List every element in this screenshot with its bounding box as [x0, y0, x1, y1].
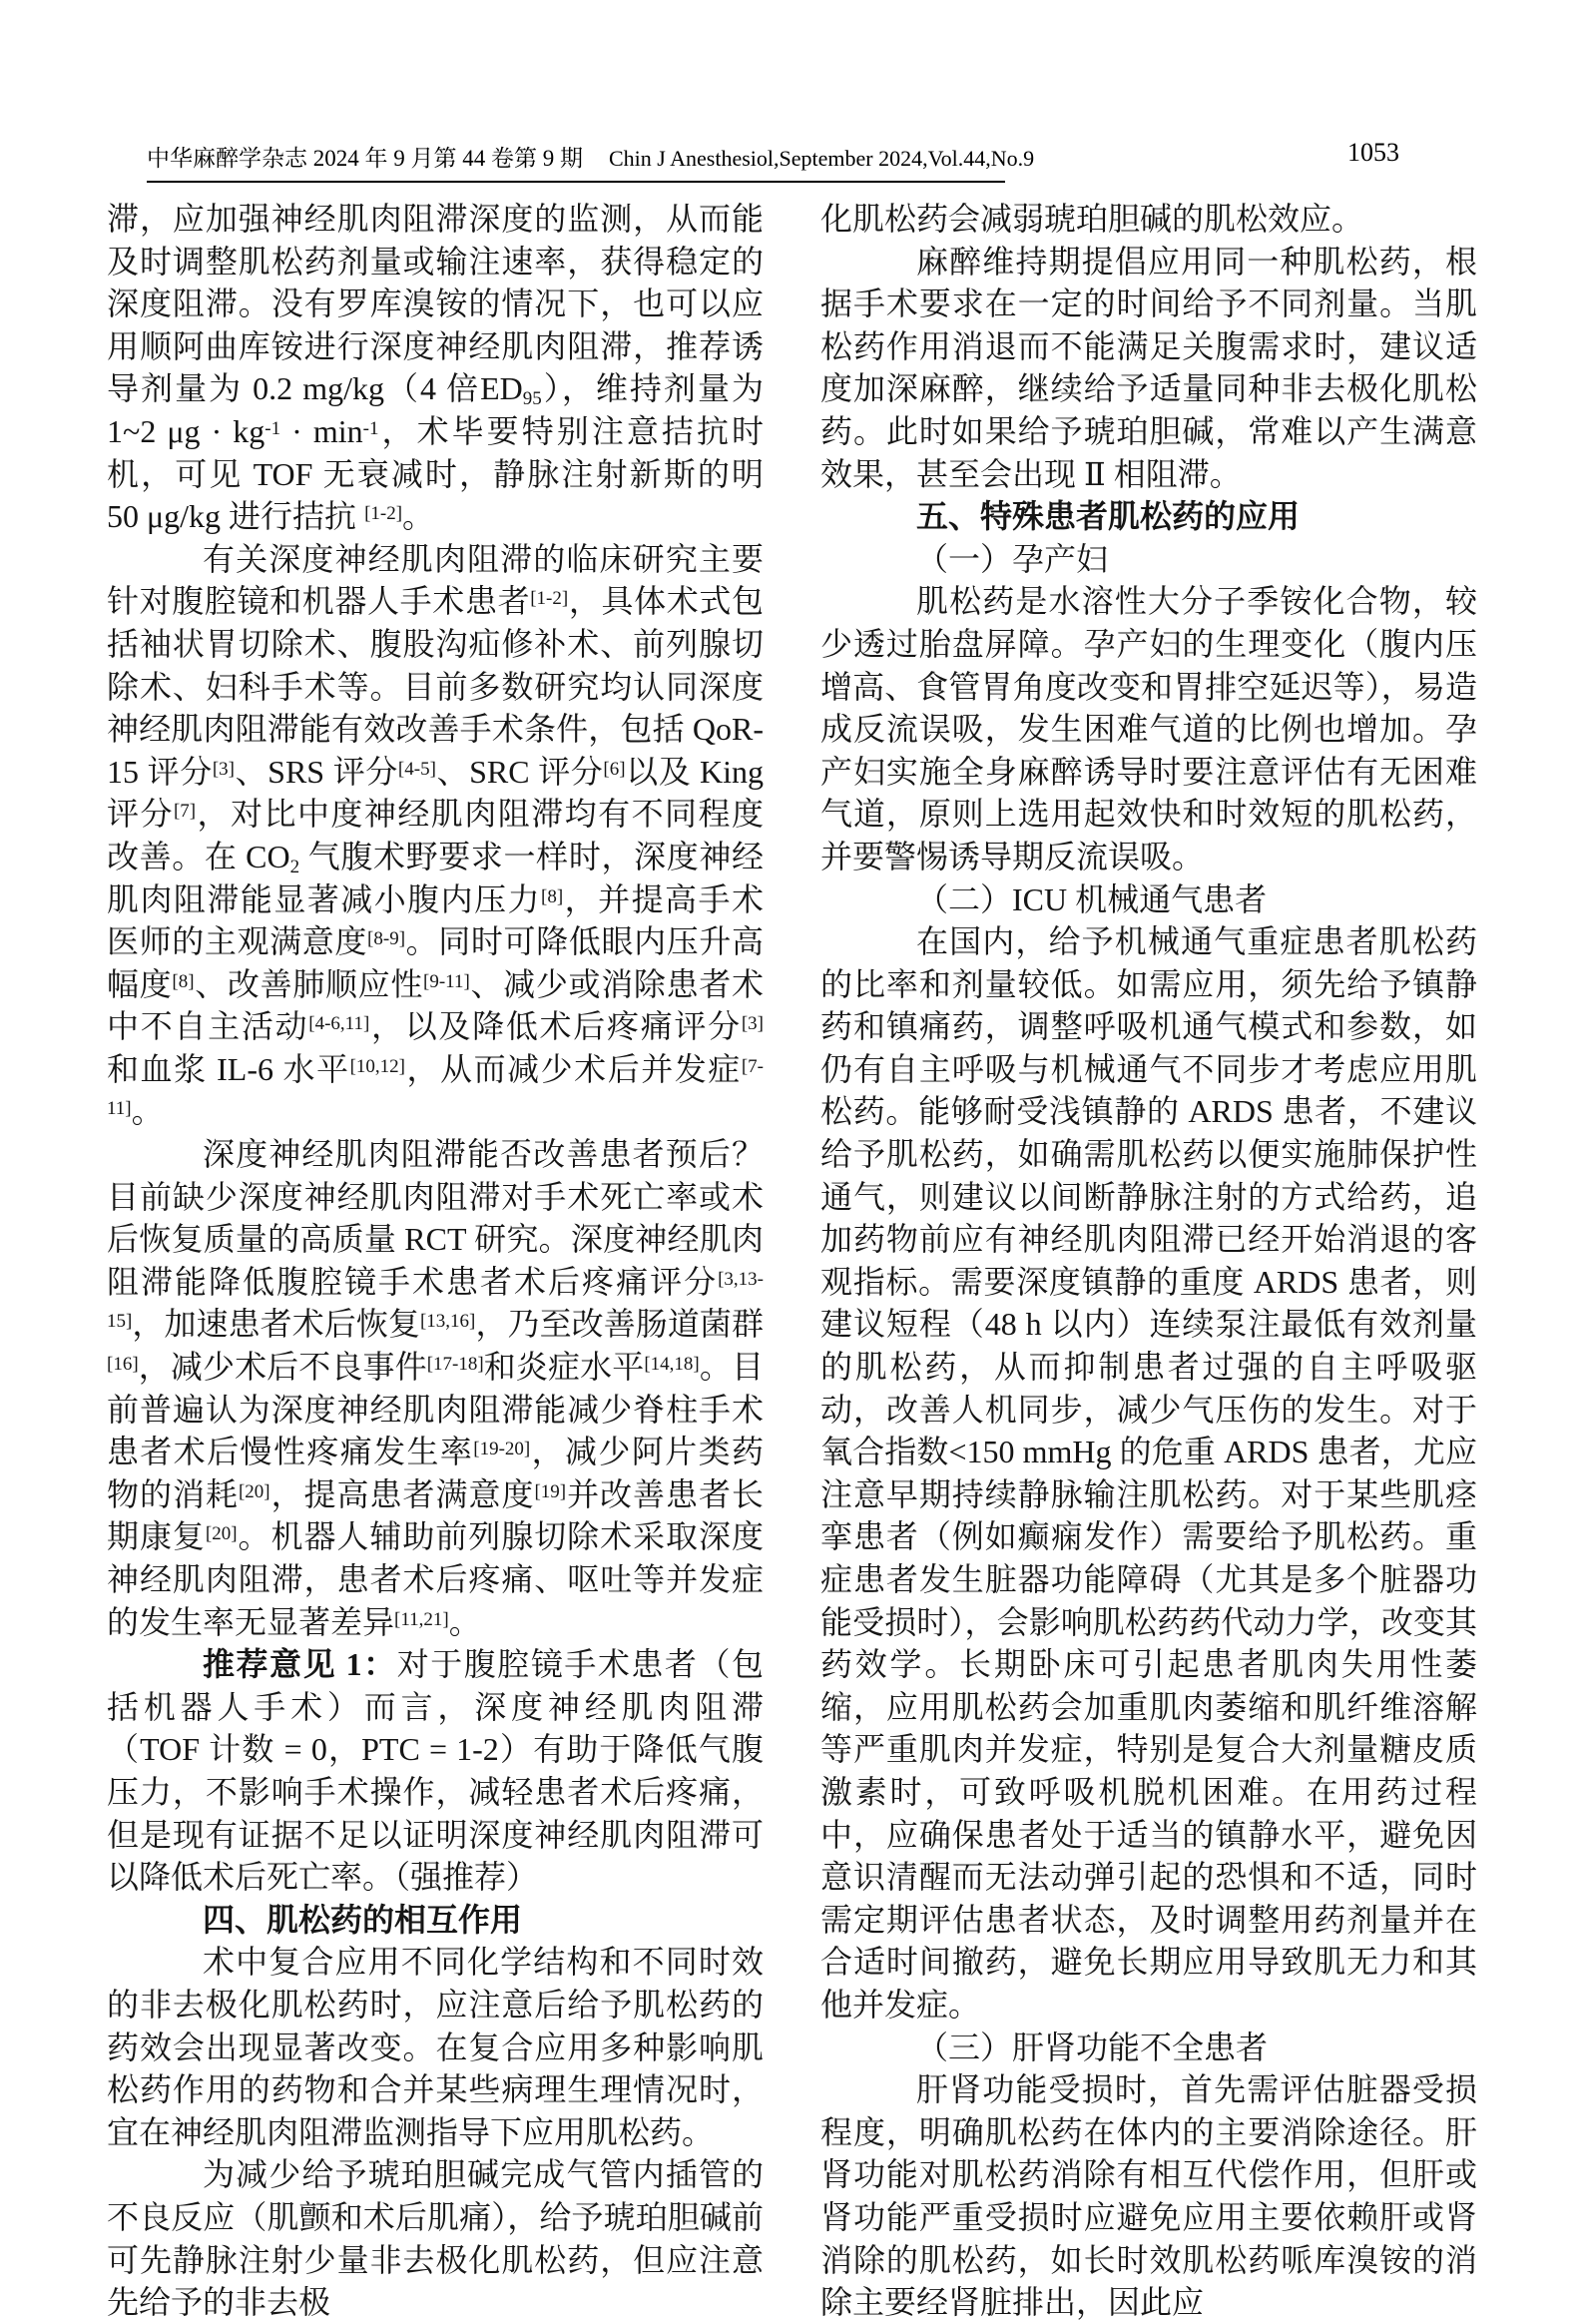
text-run: （三）肝肾功能不全患者	[916, 2029, 1269, 2065]
bold-lead: 四、肌松药的相互作用	[203, 1901, 523, 1938]
reference-superscript: [8]	[172, 970, 195, 992]
text-run: 、SRC 评分	[435, 753, 604, 790]
text-run: 为减少给予琥珀胆碱完成气管内插管的不良反应（肌颤和术后肌痛），给予琥珀胆碱前可先静脉注射少量非去极化肌松药，但应注意先给予的非去极	[107, 2156, 764, 2321]
reference-superscript: [6]	[603, 758, 626, 780]
subscript: 95	[522, 388, 542, 410]
text-run: 。	[131, 1093, 164, 1130]
subsection-heading	[820, 2027, 1477, 2069]
reference-superscript: [10,12]	[349, 1055, 405, 1077]
reference-superscript: -1	[264, 417, 281, 439]
paragraph	[107, 198, 764, 538]
text-run: ，具体术式包括袖状胃切除术、腹股沟疝修补术、前列腺切除术、妇科手术等。目前多数研究均认同深度神经肌肉阻滞能有效改善手术条件，包括 QoR-15 评分	[107, 583, 764, 790]
text-run: ，术毕要特别注意拮抗时机，可见 TOF 无衰减时，静脉注射新斯的明 50 μg/kg 进行拮抗	[107, 412, 765, 535]
reference-superscript: [14,18]	[644, 1354, 700, 1376]
text-run: 和血浆 IL-6 水平	[107, 1050, 350, 1087]
text-run: 并改善患者长期康复	[107, 1475, 764, 1555]
paragraph	[107, 1643, 764, 1899]
reference-superscript: [8-9]	[367, 928, 406, 950]
text-run: 。	[402, 498, 435, 535]
text-run: ，减少术后不良事件	[138, 1349, 427, 1386]
text-run: 。机器人辅助前列腺切除术采取深度神经肌肉阻滞，患者术后疼痛、呕吐等并发症的发生率无显著差异	[107, 1518, 764, 1640]
text-run: 、改善肺顺应性	[194, 965, 424, 1002]
text-run: 在国内，给予机械通气重症患者肌松药的比率和剂量较低。如需应用，须先给予镇静药和镇痛药，调整呼吸机通气模式和参数，如仍有自主呼吸与机械通气不同步才考虑应用肌松药。能够耐受浅镇静的 ARDS 患者，不建议给予肌松药，如确需肌松药以便实施肺保护性通气，则建议以间断静脉注射的方式给药，追加药物前应有神经肌肉阻滞已经开始消退的客观指标。需要深度镇静的重度 ARDS 患者，则建议短程（48 h 以内）连续泵注最低有效剂量的肌松药，从而抑制患者过强的自主呼吸驱动，改善人机同步，减少气压伤的发生。对于氧合指数<150 mmHg 的危重 ARDS 患者，尤应注意早期持续静脉输注肌松药。对于某些肌痉挛患者（例如癫痫发作）需要给予肌松药。重症患者发生脏器功能障碍（尤其是多个脏器功能受损时），会影响肌松药药代动力学，改变其药效学。长期卧床可引起患者肌肉失用性萎缩，应用肌松药会加重肌肉萎缩和肌纤维溶解等严重肌肉并发症，特别是复合大剂量糖皮质激素时，可致呼吸机脱机困难。在用药过程中，应确保患者处于适当的镇静水平，避免因意识清醒而无法动弹引起的恐惧和不适，同时需定期评估患者状态，及时调整用药剂量并在合适时间撤药，避免长期应用导致肌无力和其他并发症。	[820, 923, 1477, 2023]
page-header	[147, 140, 1035, 183]
text-run: 。	[448, 1603, 481, 1640]
section-heading	[820, 495, 1477, 538]
paragraph	[107, 2153, 764, 2323]
bold-lead: 推荐意见 1：	[203, 1646, 397, 1683]
left-column	[107, 198, 764, 2324]
paragraph	[107, 1133, 764, 1643]
subsection-heading	[820, 878, 1477, 921]
reference-superscript: [20]	[238, 1480, 270, 1502]
text-run: 麻醉维持期提倡应用同一种肌松药，根据手术要求在一定的时间给予不同剂量。当肌松药作用消退而不能满足关腹需求时，建议适度加深麻醉，继续给予适量同种非去极化肌松药。此时如果给予琥珀胆碱，常难以产生满意效果，甚至会出现 Ⅱ 相阻滞。	[820, 243, 1477, 492]
paragraph	[820, 2068, 1477, 2324]
text-run: （一）孕产妇	[916, 540, 1109, 577]
page-number: 1053	[1347, 138, 1399, 167]
text-run: ，对比中度神经肌肉阻滞均有不同程度改善。在 CO	[107, 796, 764, 874]
paragraph	[820, 241, 1477, 496]
text-run: 化肌松药会减弱琥珀胆碱的肌松效应。	[820, 201, 1364, 237]
reference-superscript: [3]	[741, 1013, 764, 1035]
text-run: 。目前普遍认为深度神经肌肉阻滞能减少脊柱手术患者术后慢性疼痛发生率	[107, 1349, 764, 1470]
text-run: 肝肾功能受损时，首先需评估脏器受损程度，明确肌松药在体内的主要消除途径。肝肾功能对肌松药消除有相互代偿作用，但肝或肾功能严重受损时应避免应用主要依赖肝或肾消除的肌松药，如长时效肌松药哌库溴铵的消除主要经肾脏排出，因此应	[820, 2071, 1477, 2321]
reference-superscript: [13,16]	[419, 1311, 476, 1333]
bold-lead: 五、特殊患者肌松药的应用	[916, 498, 1301, 535]
reference-superscript: [4-6,11]	[308, 1013, 370, 1035]
journal-title-cn: 中华麻醉学杂志 2024 年 9 月第 44 卷第 9 期	[147, 146, 583, 171]
paragraph	[107, 538, 764, 1133]
paragraph	[820, 920, 1477, 2026]
text-run: 以及 King 评分	[107, 753, 764, 833]
reference-superscript: [1-2]	[364, 503, 403, 525]
subsection-heading	[820, 538, 1477, 581]
text-run: ，以及降低术后疼痛评分	[369, 1008, 742, 1045]
text-run: 对于腹腔镜手术患者（包括机器人手术）而言，深度神经肌肉阻滞（TOF 计数 = 0，PTC = 1-2）有助于降低气腹压力，不影响手术操作，减轻患者术后疼痛，但是现有证据不足以证明深度神经肌肉阻滞可以降低术后死亡率。（强推荐）	[107, 1646, 764, 1896]
text-run: 滞，应加强神经肌肉阻滞深度的监测，从而能及时调整肌松药剂量或输注速率，获得稳定的深度阻滞。没有罗库溴铵的情况下，也可以应用顺阿曲库铵进行深度神经肌肉阻滞，推荐诱导剂量为 0.2 mg/kg（4 倍ED	[107, 201, 764, 407]
subscript: 2	[289, 856, 300, 877]
reference-superscript: [9-11]	[423, 970, 470, 992]
text-run: ，并提高手术医师的主观满意度	[107, 880, 764, 960]
reference-superscript: [17-18]	[426, 1354, 484, 1376]
paragraph	[820, 198, 1477, 241]
text-run: · min	[280, 412, 363, 449]
reference-superscript: [7-11]	[107, 1055, 764, 1120]
text-run: ，加速患者术后恢复	[132, 1306, 420, 1343]
text-run: 。同时可降低眼内压升高幅度	[107, 923, 764, 1002]
text-run: 、减少或消除患者术中不自主活动	[107, 965, 764, 1045]
journal-title-en: Chin J Anesthesiol,September 2024,Vol.44,No.9	[609, 146, 1035, 171]
reference-superscript: [1-2]	[530, 588, 569, 610]
text-run: 、SRS 评分	[234, 753, 398, 790]
reference-superscript: [7]	[173, 801, 197, 823]
reference-superscript: [19]	[534, 1480, 567, 1502]
text-run: （二）ICU 机械通气患者	[916, 880, 1268, 917]
text-run: 有关深度神经肌肉阻滞的临床研究主要针对腹腔镜和机器人手术患者	[107, 540, 764, 620]
reference-superscript: [3,13-15]	[107, 1268, 764, 1333]
text-run: ，从而减少术后并发症	[404, 1050, 742, 1087]
text-run: 深度神经肌肉阻滞能否改善患者预后？目前缺少深度神经肌肉阻滞对手术死亡率或术后恢复质量的高质量 RCT 研究。深度神经肌肉阻滞能降低腹腔镜手术患者术后疼痛评分	[107, 1136, 764, 1300]
text-run: ，减少阿片类药物的消耗	[107, 1434, 764, 1512]
text-run: ，乃至改善肠道菌群	[475, 1306, 764, 1343]
reference-superscript: [19-20]	[473, 1439, 531, 1460]
right-column	[820, 198, 1477, 2324]
paragraph	[107, 1941, 764, 2153]
text-run: 术中复合应用不同化学结构和不同时效的非去极化肌松药时，应注意后给予肌松药的药效会出现显著改变。在复合应用多种影响肌松药作用的药物和合并某些病理生理情况时，宜在神经肌肉阻滞监测指导下应用肌松药。	[107, 1944, 764, 2150]
reference-superscript: [16]	[107, 1354, 139, 1376]
reference-superscript: [8]	[541, 885, 564, 907]
reference-superscript: -1	[362, 417, 379, 439]
text-run: 肌松药是水溶性大分子季铵化合物，较少透过胎盘屏障。孕产妇的生理变化（腹内压增高、食管胃角度改变和胃排空延迟等），易造成反流误吸，发生困难气道的比例也增加。孕产妇实施全身麻醉诱导时要注意评估有无困难气道，原则上选用起效快和时效短的肌松药，并要警惕诱导期反流误吸。	[820, 583, 1477, 874]
reference-superscript: [3]	[212, 758, 235, 780]
text-run: ，提高患者满意度	[269, 1475, 535, 1512]
section-heading	[107, 1899, 764, 1942]
article-body	[107, 198, 1477, 2324]
reference-superscript: [20]	[205, 1523, 238, 1545]
text-run: ），维持剂量为 1~2 μg · kg	[107, 370, 764, 449]
text-run: 气腹术野要求一样时，深度神经肌肉阻滞能显著减小腹内压力	[107, 838, 764, 917]
text-run: 和炎症水平	[483, 1349, 645, 1386]
reference-superscript: [4-5]	[397, 758, 436, 780]
reference-superscript: [11,21]	[394, 1608, 449, 1630]
paragraph	[820, 580, 1477, 877]
